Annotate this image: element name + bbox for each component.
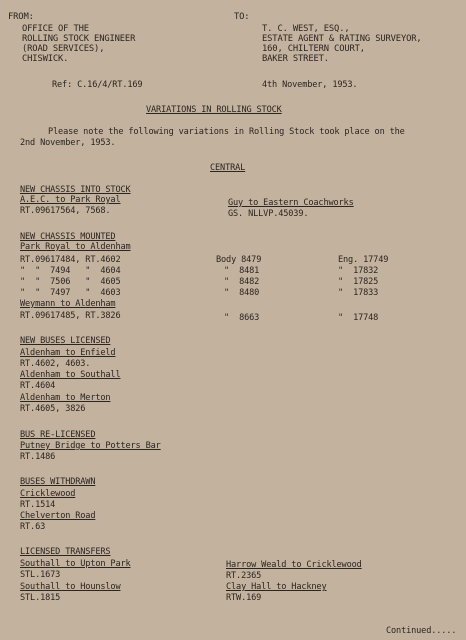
mounted-row-3-body: " 8482	[224, 277, 260, 287]
memo-title: VARIATIONS IN ROLLING STOCK	[146, 105, 282, 115]
licensed-sub-2: Aldenham to Southall	[20, 370, 121, 380]
intro-line-2: 2nd November, 1953.	[20, 138, 116, 148]
mounted-row-3-eng: " 17825	[338, 277, 379, 287]
new-buses-licensed-heading: NEW BUSES LICENSED	[20, 336, 111, 346]
transfer-left-line-1: STL.1673	[20, 570, 61, 580]
withdrawn-sub-1: Cricklewood	[20, 489, 76, 499]
mounted-row-2-body: " 8481	[224, 266, 260, 276]
withdrawn-line-2: RT.63	[20, 522, 46, 532]
from-label: FROM:	[8, 12, 34, 22]
new-chassis-stock-line-left: RT.09617564, 7568.	[20, 206, 111, 216]
transfer-right-line-1: RT.2365	[226, 571, 262, 581]
to-line-2: ESTATE AGENT & RATING SURVEYOR,	[262, 34, 422, 44]
transfer-right-line-2: RTW.169	[226, 593, 262, 603]
withdrawn-line-1: RT.1514	[20, 500, 56, 510]
new-chassis-stock-line-right: GS. NLLVP.45039.	[228, 209, 309, 219]
from-line-4: CHISWICK.	[22, 54, 69, 64]
new-chassis-stock-sub-left: A.E.C. to Park Royal	[20, 195, 121, 205]
mounted-row-5-eng: " 17748	[338, 313, 379, 323]
relicensed-sub: Putney Bridge to Potters Bar	[20, 441, 161, 451]
licensed-line-3: RT.4605, 3826	[20, 404, 86, 414]
to-line-1: T. C. WEST, ESQ.,	[262, 24, 350, 34]
section-heading: CENTRAL	[210, 163, 246, 173]
mounted-row-2-eng: " 17832	[338, 266, 379, 276]
intro-line-1: Please note the following variations in Rolling Stock took place on the	[48, 127, 405, 137]
transfer-left-line-2: STL.1815	[20, 593, 61, 603]
from-line-2: ROLLING STOCK ENGINEER	[22, 34, 136, 44]
reference: Ref: C.16/4/RT.169	[52, 80, 143, 90]
continued-note: Continued.....	[386, 626, 457, 636]
mounted-sub-1: Park Royal to Aldenham	[20, 242, 131, 252]
mounted-row-4-left: " " 7497 " 4603	[20, 288, 121, 298]
mounted-row-1-body: Body 8479	[216, 255, 262, 265]
buses-withdrawn-heading: BUSES WITHDRAWN	[20, 477, 96, 487]
mounted-row-5-body: " 8663	[224, 313, 260, 323]
mounted-row-1-left: RT.09617484, RT.4602	[20, 255, 121, 265]
licensed-sub-1: Aldenham to Enfield	[20, 348, 116, 358]
licensed-sub-3: Aldenham to Merton	[20, 393, 111, 403]
licensed-transfers-heading: LICENSED TRANSFERS	[20, 547, 111, 557]
transfer-left-sub-1: Southall to Upton Park	[20, 559, 131, 569]
to-line-3: 160, CHILTERN COURT,	[262, 44, 365, 54]
to-line-4: BAKER STREET.	[262, 54, 329, 64]
transfer-left-sub-2: Southall to Hounslow	[20, 582, 121, 592]
mounted-row-5-left: RT.09617485, RT.3826	[20, 311, 121, 321]
relicensed-line: RT.1486	[20, 452, 56, 462]
new-chassis-stock-sub-right: Guy to Eastern Coachworks	[228, 198, 354, 208]
mounted-row-3-left: " " 7506 " 4605	[20, 277, 121, 287]
from-line-1: OFFICE OF THE	[22, 24, 89, 34]
mounted-row-2-left: " " 7494 " 4604	[20, 266, 121, 276]
licensed-line-2: RT.4604	[20, 381, 56, 391]
mounted-row-4-body: " 8480	[224, 288, 260, 298]
licensed-line-1: RT.4602, 4603.	[20, 359, 91, 369]
new-chassis-mounted-heading: NEW CHASSIS MOUNTED	[20, 232, 116, 242]
transfer-right-sub-2: Clay Hall to Hackney	[226, 582, 327, 592]
mounted-sub-2: Weymann to Aldenham	[20, 299, 116, 309]
bus-relicensed-heading: BUS RE-LICENSED	[20, 430, 96, 440]
withdrawn-sub-2: Chelverton Road	[20, 511, 96, 521]
transfer-right-sub-1: Harrow Weald to Cricklewood	[226, 560, 362, 570]
memo-date: 4th November, 1953.	[262, 80, 358, 90]
mounted-row-4-eng: " 17833	[338, 288, 379, 298]
new-chassis-stock-heading: NEW CHASSIS INTO STOCK	[20, 185, 131, 195]
from-line-3: (ROAD SERVICES),	[22, 44, 105, 54]
to-label: TO:	[234, 12, 250, 22]
mounted-row-1-eng: Eng. 17749	[338, 255, 389, 265]
